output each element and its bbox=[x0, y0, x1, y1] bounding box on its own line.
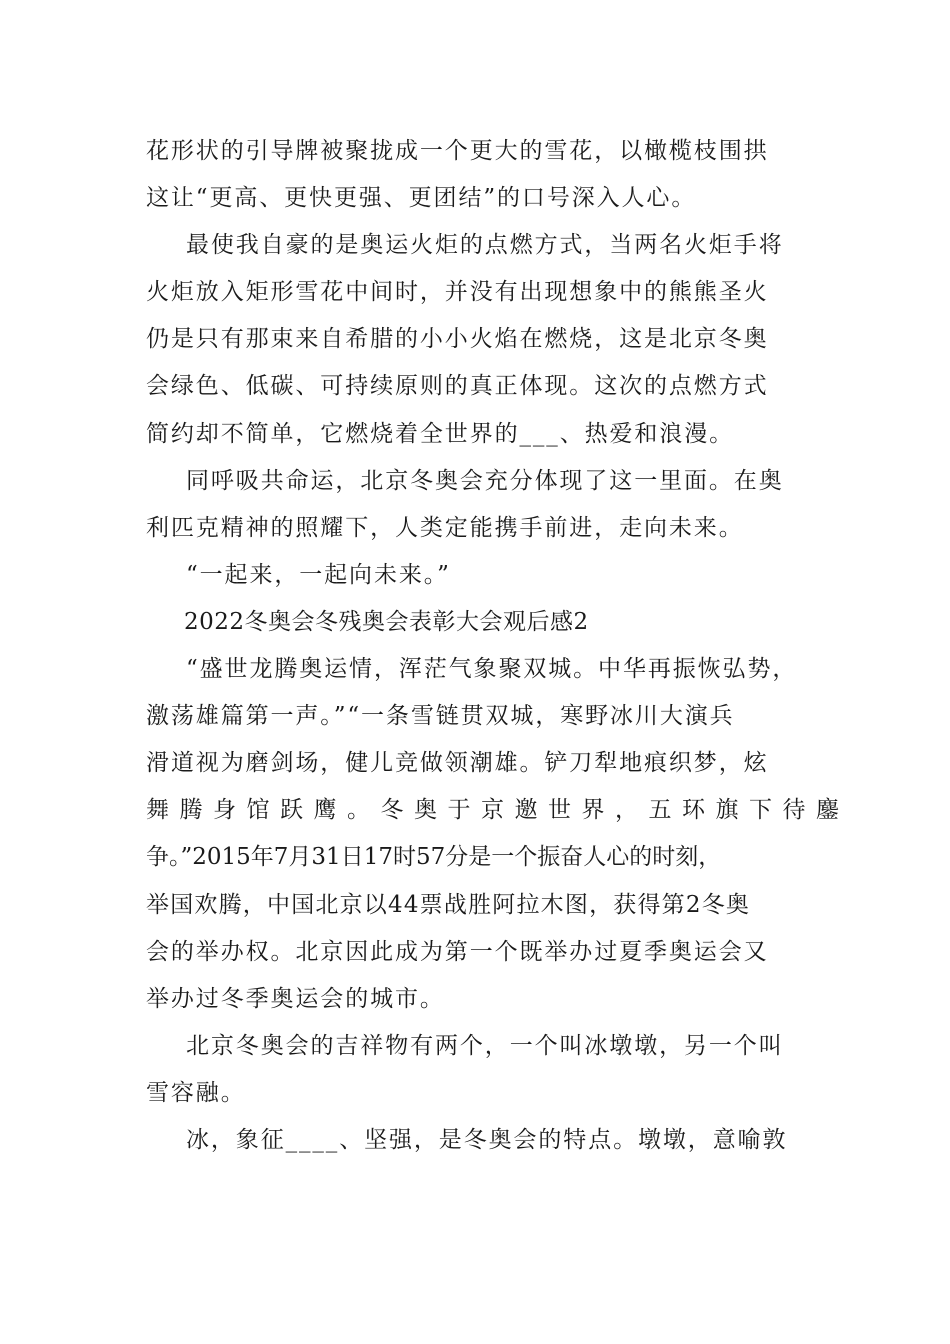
text-line: 简约却不简单，它燃烧着全世界的___、热爱和浪漫。 bbox=[146, 420, 734, 447]
text-line: 火炬放入矩形雪花中间时，并没有出现想象中的熊熊圣火 bbox=[146, 279, 769, 306]
text-line: 激荡雄篇第一声。”“一条雪链贯双城，寒野冰川大演兵 bbox=[146, 703, 735, 730]
text-line: 争。”2015年7月31日17时57分是一个振奋人心的时刻， bbox=[146, 844, 722, 871]
paragraph-start: 同呼吸共命运，北京冬奥会充分体现了这一里面。在奥 bbox=[186, 467, 784, 494]
text-line: 滑道视为磨剑场，健儿竞做领潮雄。铲刀犁地痕织梦，炫 bbox=[146, 750, 769, 777]
text-line: 会绿色、低碳、可持续原则的真正体现。这次的点燃方式 bbox=[146, 373, 769, 400]
text-line: 利匹克精神的照耀下，人类定能携手前进，走向未来。 bbox=[146, 514, 744, 541]
paragraph-start: 冰，象征____、坚强，是冬奥会的特点。墩墩，意喻敦 bbox=[186, 1126, 788, 1153]
paragraph-start: 北京冬奥会的吉祥物有两个，一个叫冰墩墩，另一个叫 bbox=[186, 1032, 784, 1059]
text-line: 舞腾身馆跃鹰。冬奥于京邀世界，五环旗下待鏖 bbox=[146, 797, 850, 824]
paragraph-start: “盛世龙腾奥运情，浑茫气象聚双城。中华再振恢弘势， bbox=[186, 656, 798, 683]
text-line: 雪容融。 bbox=[146, 1079, 246, 1106]
section-title: 2022冬奥会冬残奥会表彰大会观后感2 bbox=[184, 608, 589, 635]
text-line: 这让“更高、更快更强、更团结”的口号深入人心。 bbox=[146, 185, 697, 212]
text-line: 花形状的引导牌被聚拢成一个更大的雪花，以橄榄枝围拱 bbox=[146, 138, 769, 164]
document-text bbox=[146, 128, 850, 1164]
text-line: 会的举办权。北京因此成为第一个既举办过夏季奥运会又 bbox=[146, 938, 769, 965]
paragraph-start: 最使我自豪的是奥运火炬的点燃方式，当两名火炬手将 bbox=[186, 232, 784, 259]
quote-line: “一起来，一起向未来。” bbox=[186, 561, 451, 588]
text-line: 举国欢腾，中国北京以44票战胜阿拉木图，获得第2冬奥 bbox=[146, 891, 751, 918]
text-line: 仍是只有那束来自希腊的小小火焰在燃烧，这是北京冬奥 bbox=[146, 326, 769, 353]
text-line: 举办过冬季奥运会的城市。 bbox=[146, 985, 445, 1012]
